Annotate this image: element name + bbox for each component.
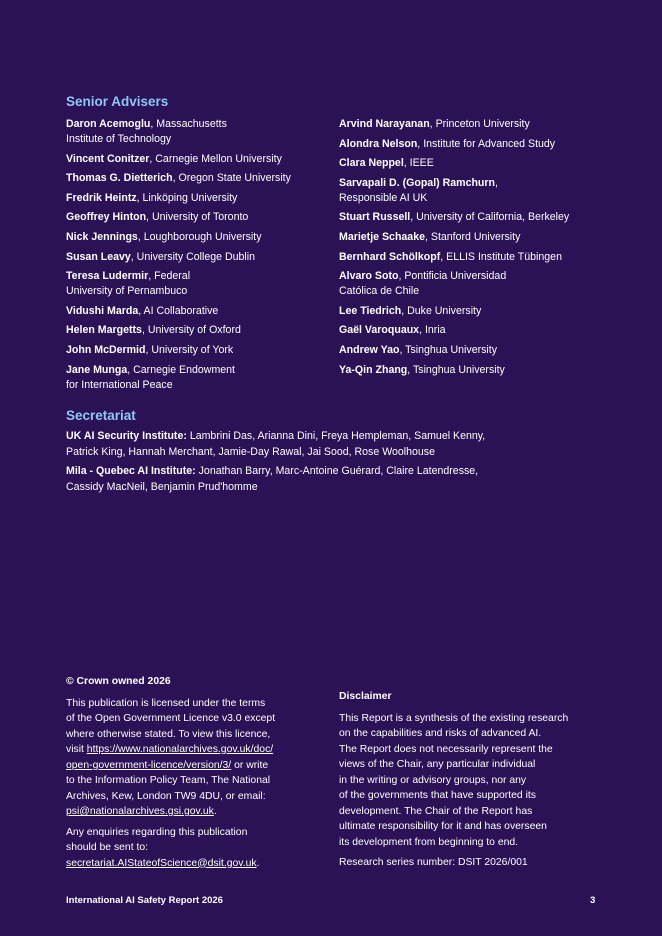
adviser-entry bbox=[66, 323, 328, 338]
separator: , bbox=[130, 250, 137, 263]
advisers-right-column bbox=[339, 117, 601, 382]
research-series-number: Research series number: DSIT 2026/001 bbox=[339, 857, 528, 868]
page-number: 3 bbox=[590, 895, 596, 906]
secretariat-email-link[interactable]: secretariat.AIStateofScience@dsit.gov.uk bbox=[66, 857, 257, 869]
org-name: UK AI Security Institute: bbox=[66, 430, 187, 442]
separator: , bbox=[136, 191, 143, 204]
adviser-affiliation: Princeton University bbox=[435, 118, 530, 130]
adviser-name: Daron Acemoglu bbox=[66, 118, 151, 130]
licence-line: visit bbox=[66, 744, 87, 755]
separator: , bbox=[150, 118, 157, 130]
disclaimer-block bbox=[339, 689, 601, 871]
adviser-affiliation: for International Peace bbox=[66, 378, 173, 391]
adviser-entry bbox=[66, 191, 328, 206]
adviser-entry bbox=[339, 250, 601, 265]
adviser-entry bbox=[339, 156, 601, 171]
adviser-affiliation: Pontificia Universidad bbox=[404, 270, 507, 283]
crown-copyright: © Crown owned 2026 bbox=[66, 676, 171, 687]
adviser-affiliation: Duke University bbox=[407, 304, 482, 317]
licence-line: or write bbox=[231, 759, 269, 771]
adviser-name: Helen Margetts bbox=[66, 324, 142, 337]
adviser-entry bbox=[339, 269, 601, 299]
licence-line: Archives, Kew, London TW9 4DU, or email: bbox=[66, 790, 266, 802]
adviser-name: Vidushi Marda bbox=[66, 304, 139, 317]
separator: , bbox=[495, 176, 498, 189]
separator: , bbox=[138, 304, 144, 317]
disclaimer-text bbox=[339, 711, 601, 851]
separator: , bbox=[137, 230, 144, 243]
disclaimer-line: development. The Chair of the Report has bbox=[339, 805, 533, 817]
secretariat-heading: Secretariat bbox=[66, 408, 136, 423]
licence-line: of the Open Government Licence v3.0 except bbox=[66, 713, 276, 724]
separator: , bbox=[407, 363, 413, 376]
adviser-entry bbox=[66, 117, 328, 147]
licence-url-link-cont[interactable]: open-government-licence/version/3/ bbox=[66, 759, 232, 771]
adviser-entry bbox=[66, 343, 328, 358]
adviser-entry bbox=[66, 269, 328, 299]
punctuation: . bbox=[256, 857, 260, 869]
adviser-affiliation: Stanford University bbox=[430, 230, 521, 243]
adviser-affiliation: University of Pernambuco bbox=[66, 285, 188, 298]
adviser-entry bbox=[339, 230, 601, 245]
adviser-affiliation: Tsinghua University bbox=[405, 343, 498, 356]
separator: , bbox=[127, 363, 134, 376]
licence-line: to the Information Policy Team, The National bbox=[66, 775, 271, 786]
disclaimer-line: views of the Chair, any particular individual bbox=[339, 759, 536, 770]
secretariat-mila bbox=[66, 463, 536, 495]
adviser-entry bbox=[339, 176, 601, 206]
adviser-entry bbox=[339, 117, 601, 132]
adviser-entry bbox=[339, 304, 601, 319]
adviser-affiliation: Institute of Technology bbox=[66, 133, 172, 145]
adviser-affiliation: Loughborough University bbox=[143, 230, 262, 243]
adviser-affiliation: University of York bbox=[151, 343, 234, 356]
adviser-affiliation: IEEE bbox=[409, 157, 434, 170]
separator: , bbox=[146, 211, 152, 224]
adviser-entry bbox=[66, 171, 328, 186]
separator: , bbox=[149, 152, 156, 165]
adviser-affiliation: ELLIS Institute Tübingen bbox=[446, 250, 562, 263]
advisers-left-column bbox=[66, 117, 328, 397]
adviser-affiliation: Oregon State University bbox=[178, 172, 291, 185]
adviser-name: Andrew Yao bbox=[339, 343, 400, 356]
adviser-affiliation: Carnegie Endowment bbox=[133, 363, 236, 376]
member-list: Patrick King, Hannah Merchant, Jamie-Day Rawal, Jai Sood, Rose Woolhouse bbox=[66, 446, 435, 458]
disclaimer-line: of the governments that have supported its bbox=[339, 790, 536, 801]
adviser-name: Stuart Russell bbox=[339, 211, 411, 224]
separator: , bbox=[429, 118, 436, 130]
adviser-name: Sarvapali D. (Gopal) Ramchurn bbox=[339, 176, 495, 189]
adviser-name: Gaël Varoquaux bbox=[339, 324, 420, 337]
adviser-entry bbox=[66, 230, 328, 245]
adviser-name: Teresa Ludermir bbox=[66, 270, 149, 283]
separator: , bbox=[410, 211, 417, 224]
disclaimer-line: on the capabilities and risks of advanced AI. bbox=[339, 728, 542, 739]
licence-line: where otherwise stated. To view this licence, bbox=[66, 728, 271, 740]
separator: , bbox=[403, 157, 410, 170]
licence-url-link[interactable]: https://www.nationalarchives.gov.uk/doc/ bbox=[86, 744, 274, 755]
adviser-affiliation: Católica de Chile bbox=[339, 285, 420, 298]
member-list: Cassidy MacNeil, Benjamin Prud'homme bbox=[66, 481, 258, 493]
enquiries-line: Any enquiries regarding this publication bbox=[66, 826, 248, 838]
member-list: Jonathan Barry, Marc-Antoine Guérard, Claire Latendresse, bbox=[195, 465, 479, 477]
adviser-name: Bernhard Schölkopf bbox=[339, 250, 441, 263]
secretariat-uk-aisi bbox=[66, 428, 536, 460]
footer-report-title: International AI Safety Report 2026 bbox=[66, 895, 223, 906]
adviser-name: Clara Neppel bbox=[339, 157, 404, 170]
separator: , bbox=[417, 137, 424, 150]
adviser-name: Nick Jennings bbox=[66, 230, 138, 243]
adviser-affiliation: AI Collaborative bbox=[143, 304, 219, 317]
disclaimer-line: The Report does not necessarily represent the bbox=[339, 743, 553, 755]
adviser-name: Susan Leavy bbox=[66, 250, 131, 263]
senior-advisers-heading: Senior Advisers bbox=[66, 94, 169, 109]
adviser-name: Alondra Nelson bbox=[339, 137, 418, 150]
disclaimer-title: Disclaimer bbox=[339, 691, 392, 702]
adviser-affiliation: University of Oxford bbox=[147, 324, 241, 337]
adviser-name: Thomas G. Dietterich bbox=[66, 172, 173, 185]
adviser-affiliation: Institute for Advanced Study bbox=[423, 137, 556, 150]
adviser-affiliation: Carnegie Mellon University bbox=[155, 152, 282, 165]
adviser-name: Geoffrey Hinton bbox=[66, 211, 147, 224]
adviser-affiliation: University College Dublin bbox=[136, 250, 256, 263]
separator: , bbox=[401, 304, 408, 317]
disclaimer-line: in the writing or advisory groups, nor any bbox=[339, 774, 527, 786]
separator: , bbox=[145, 343, 152, 356]
adviser-entry bbox=[66, 250, 328, 265]
enquiries-line: should be sent to: bbox=[66, 842, 149, 853]
psi-email-link[interactable]: psi@nationalarchives.gsi.gov.uk bbox=[66, 806, 214, 817]
adviser-name: Arvind Narayanan bbox=[339, 118, 430, 130]
adviser-entry bbox=[339, 210, 601, 225]
separator: , bbox=[141, 324, 148, 337]
enquiries-text bbox=[66, 825, 328, 872]
separator: , bbox=[172, 172, 179, 185]
org-name: Mila - Quebec AI Institute: bbox=[66, 465, 196, 477]
licence-block bbox=[66, 674, 328, 871]
adviser-name: Lee Tiedrich bbox=[339, 304, 402, 317]
adviser-affiliation: Federal bbox=[154, 270, 191, 283]
adviser-entry bbox=[66, 152, 328, 167]
separator: , bbox=[440, 250, 447, 263]
adviser-name: John McDermid bbox=[66, 343, 146, 356]
punctuation: . bbox=[213, 806, 217, 817]
adviser-affiliation: Linköping University bbox=[142, 191, 238, 204]
adviser-entry bbox=[66, 304, 328, 319]
adviser-name: Vincent Conitzer bbox=[66, 152, 150, 165]
disclaimer-line: This Report is a synthesis of the existing research bbox=[339, 712, 569, 724]
adviser-entry bbox=[339, 363, 601, 378]
separator: , bbox=[148, 270, 155, 283]
adviser-affiliation: University of California, Berkeley bbox=[416, 211, 570, 224]
member-list: Lambrini Das, Arianna Dini, Freya Hempleman, Samuel Kenny, bbox=[186, 430, 486, 442]
disclaimer-line: its development from beginning to end. bbox=[339, 836, 519, 848]
adviser-entry bbox=[339, 323, 601, 338]
adviser-affiliation: Responsible AI UK bbox=[339, 191, 428, 204]
adviser-name: Alvaro Soto bbox=[339, 270, 399, 283]
licence-text bbox=[66, 696, 328, 820]
disclaimer-line: ultimate responsibility for it and has overseen bbox=[339, 821, 547, 832]
adviser-name: Marietje Schaake bbox=[339, 230, 425, 243]
separator: , bbox=[399, 343, 406, 356]
adviser-entry bbox=[339, 343, 601, 358]
separator: , bbox=[419, 324, 425, 337]
adviser-affiliation: University of Toronto bbox=[151, 211, 249, 224]
adviser-name: Jane Munga bbox=[66, 363, 128, 376]
adviser-entry bbox=[66, 210, 328, 225]
adviser-name: Fredrik Heintz bbox=[66, 191, 137, 204]
adviser-affiliation: Massachusetts bbox=[156, 118, 227, 130]
adviser-entry bbox=[66, 363, 328, 393]
adviser-entry bbox=[339, 137, 601, 152]
adviser-name: Ya-Qin Zhang bbox=[339, 363, 408, 376]
separator: , bbox=[398, 270, 405, 283]
adviser-affiliation: Tsinghua University bbox=[412, 363, 505, 376]
licence-line: This publication is licensed under the terms bbox=[66, 697, 266, 709]
separator: , bbox=[424, 230, 431, 243]
adviser-affiliation: Inria bbox=[424, 324, 446, 337]
